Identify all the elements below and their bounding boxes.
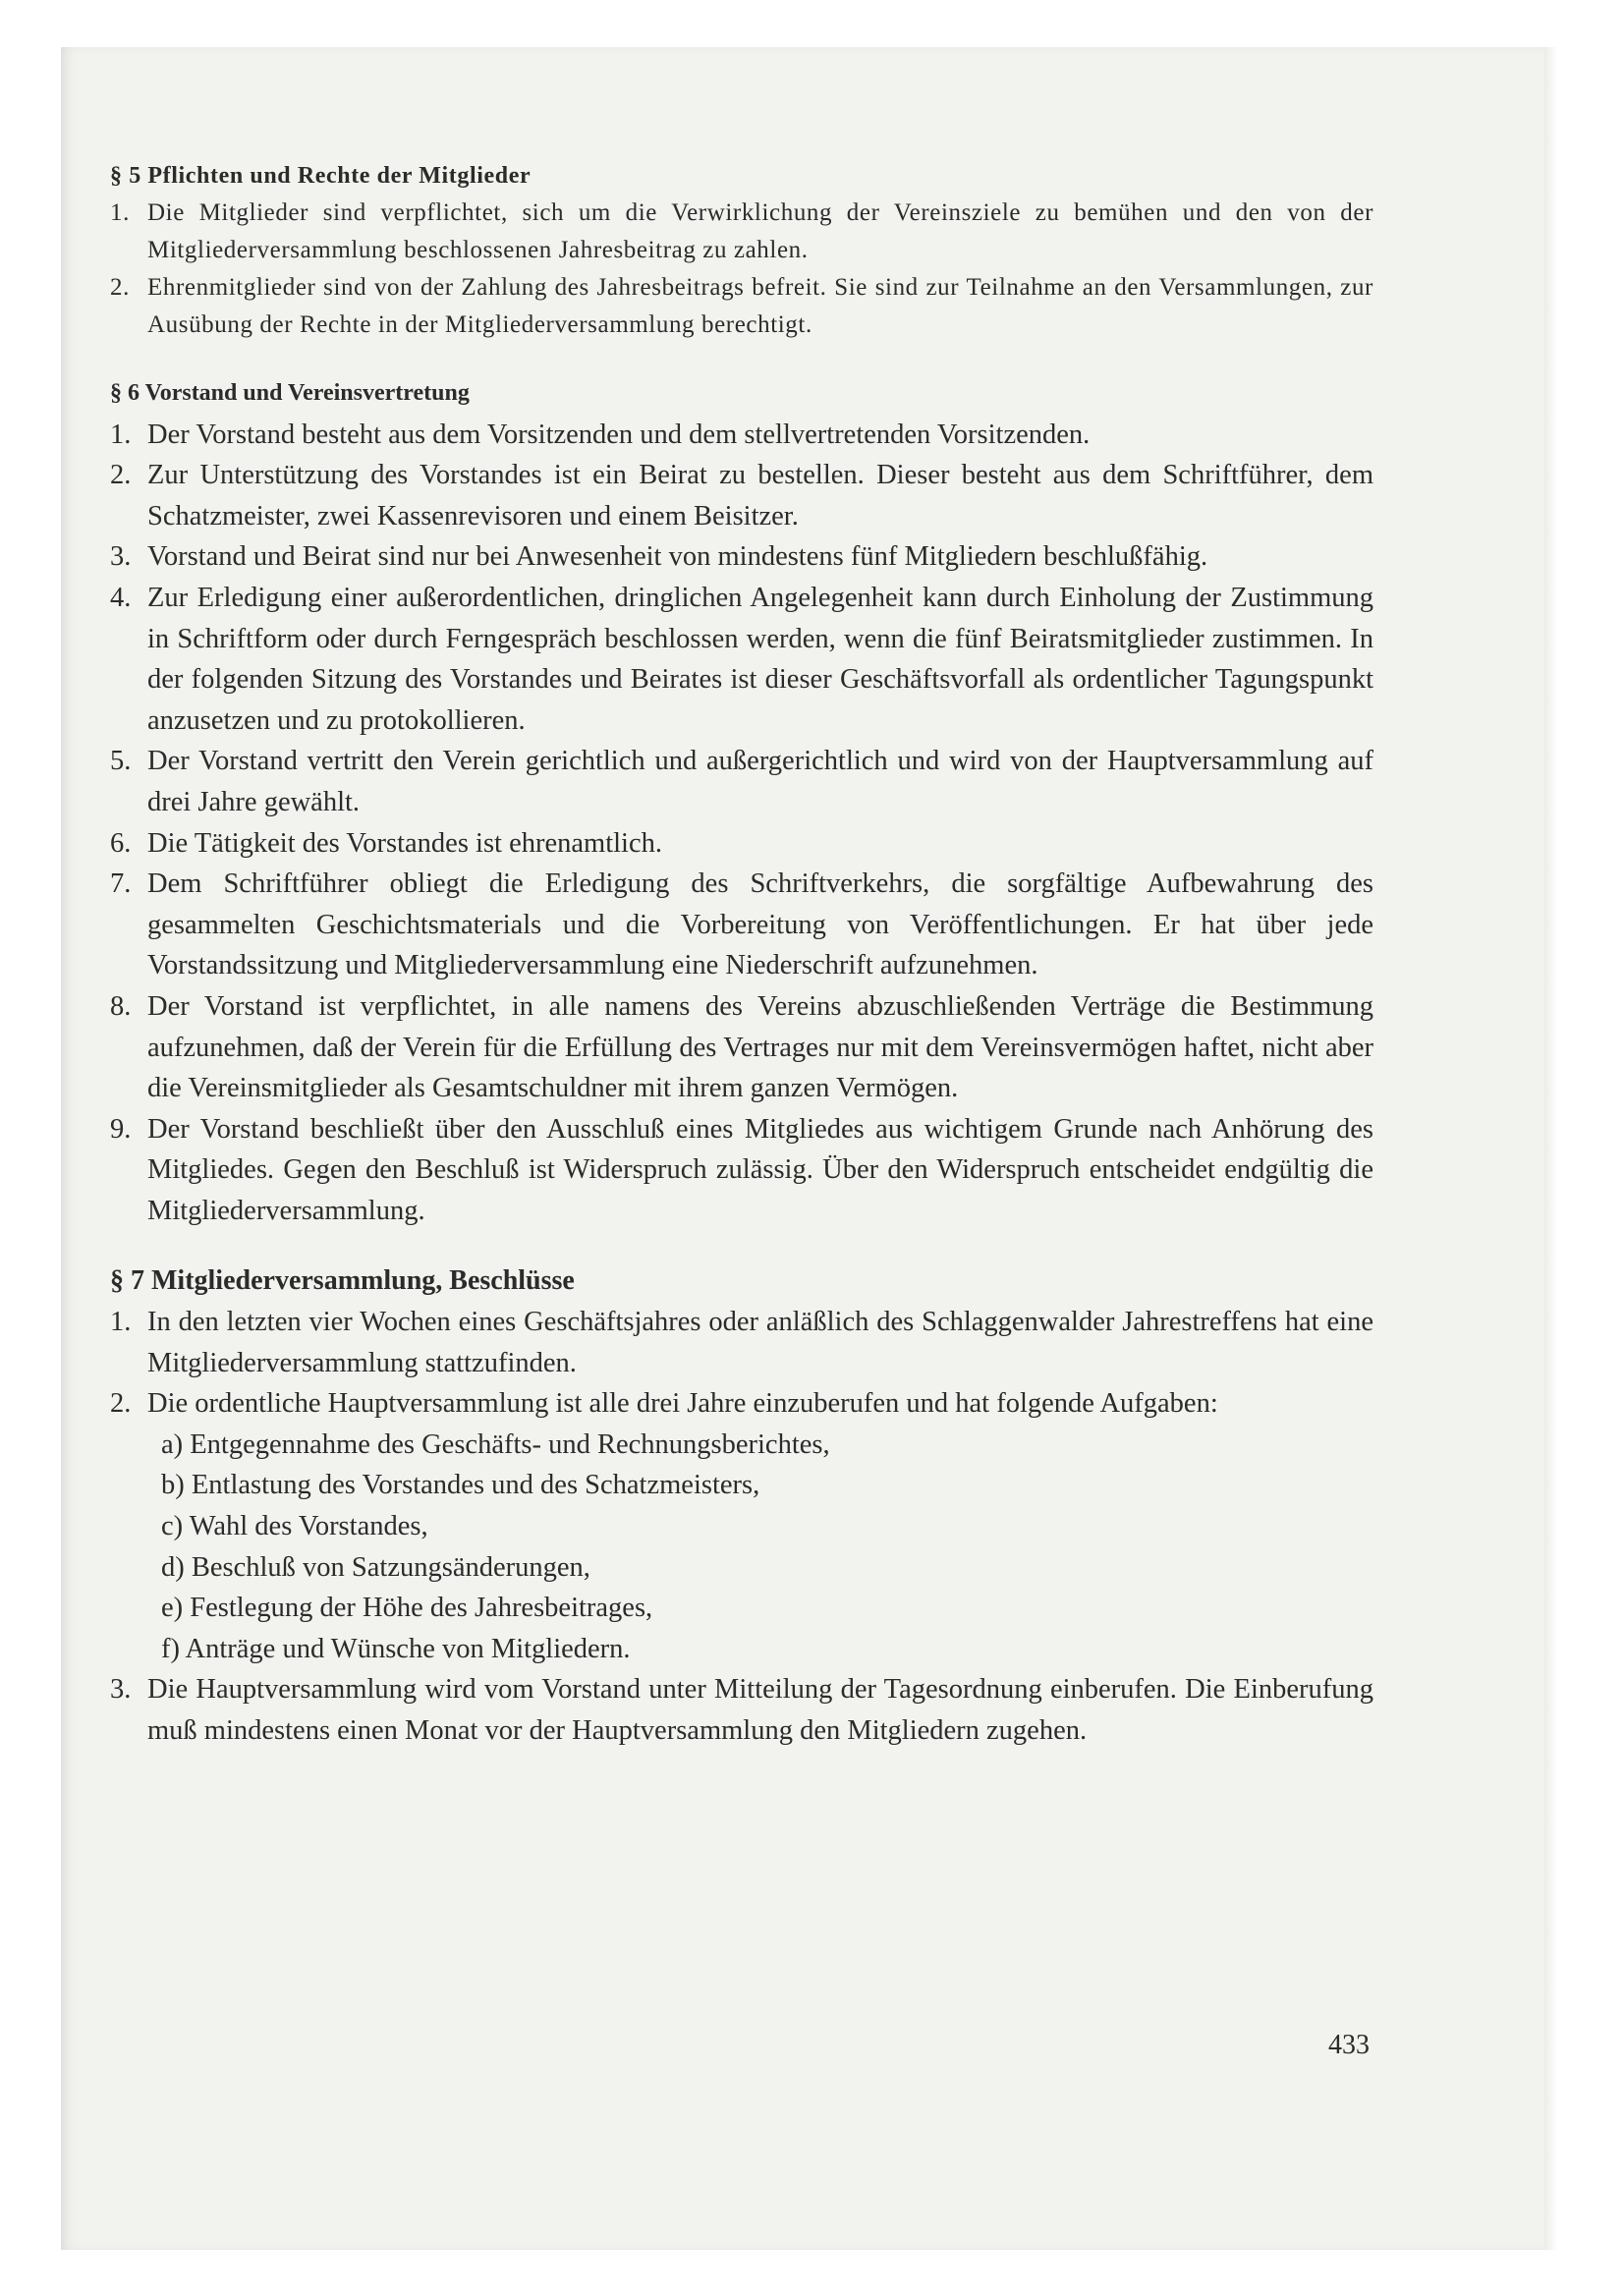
section-7 (110, 1260, 1373, 1751)
list-item (110, 741, 1373, 822)
item-number: 8. (110, 990, 132, 1022)
item-number: 2. (110, 1388, 132, 1420)
page-number: 433 (1328, 2030, 1370, 2060)
item-text: Der Vorstand ist verpflichtet, in alle namens des Vereins abzuschließenden Verträge die Bestimmung aufzunehmen, daß der Verein für die Erfüllung des Vertrages nur mit dem Vereinsvermögen haftet, nicht aber die Vereinsmitglieder als Gesamtschuldner mit ihrem ganzen Vermögen. (147, 990, 1373, 1104)
sub-list-item: d) Beschluß von Satzungsänderungen, (161, 1551, 590, 1583)
list-item (110, 195, 1373, 269)
item-text: In den letzten vier Wochen eines Geschäftsjahres oder anläßlich des Schlaggenwalder Jahrestreffens hat eine Mitgliederversammlung stattzufinden. (147, 1307, 1373, 1378)
page-edge (1544, 47, 1558, 2250)
item-number: 5. (110, 746, 132, 777)
item-text: Die Hauptversammlung wird vom Vorstand unter Mitteilung der Tagesordnung einberufen. Die Einberufung muß mindestens einen Monat vor der Hauptversammlung den Mitgliedern zugehen. (147, 1674, 1373, 1746)
item-number: 7. (110, 868, 132, 900)
document-body (110, 157, 1373, 1752)
item-number: 3. (110, 541, 132, 573)
item-text: Die Tätigkeit des Vorstandes ist ehrenamtlich. (147, 827, 662, 859)
sub-list-item: b) Entlastung des Vorstandes und des Schatzmeisters, (161, 1470, 760, 1501)
section-heading: § 6 Vorstand und Vereinsvertretung (110, 380, 470, 406)
list-item (110, 269, 1373, 344)
section-5 (110, 157, 1373, 344)
item-number: 3. (110, 1674, 132, 1706)
item-number: 6. (110, 827, 132, 859)
item-text: Der Vorstand vertritt den Verein gerichtlich und außergerichtlich und wird von der Hauptversammlung auf drei Jahre gewählt. (147, 746, 1373, 817)
item-text: Die Mitglieder sind verpflichtet, sich um die Verwirklichung der Vereinsziele zu bemühen und den von der Mitgliederversammlung beschlossenen Jahresbeitrag zu zahlen. (147, 199, 1373, 263)
list-item (110, 415, 1373, 456)
list-item (110, 1302, 1373, 1383)
item-text: Zur Erledigung einer außerordentlichen, dringlichen Angelegenheit kann durch Einholung der Zustimmung in Schriftform oder durch Ferngespräch beschlossen werden, wenn die fünf Beiratsmitglieder zustimmen. In der folgenden Sitzung des Vorstandes und Beirates ist dieser Geschäftsvorfall als ordentlicher Tagungspunkt anzusetzen und zu protokollieren. (147, 582, 1373, 736)
section-heading: § 5 Pflichten und Rechte der Mitglieder (110, 163, 532, 189)
item-text: Die ordentliche Hauptversammlung ist alle drei Jahre einzuberufen und hat folgende Aufgaben: (147, 1388, 1218, 1420)
section-6 (110, 373, 1373, 1231)
sub-list-item: f) Anträge und Wünsche von Mitgliedern. (161, 1633, 631, 1664)
sub-list-item: e) Festlegung der Höhe des Jahresbeitrages, (161, 1593, 653, 1624)
item-number: 9. (110, 1113, 132, 1145)
section-heading: § 7 Mitgliederversammlung, Beschlüsse (110, 1265, 575, 1297)
list-item (110, 536, 1373, 578)
item-number: 2. (110, 274, 130, 301)
list-item (110, 864, 1373, 986)
list-item (110, 455, 1373, 536)
item-text: Der Vorstand beschließt über den Ausschluß eines Mitgliedes aus wichtigem Grunde nach Anhörung des Mitgliedes. Gegen den Beschluß ist Widerspruch zulässig. Über den Widerspruch entscheidet endgültig die Mitgliederversammlung. (147, 1113, 1373, 1226)
list-item (110, 1669, 1373, 1751)
list-item (110, 823, 1373, 865)
item-text: Dem Schriftführer obliegt die Erledigung des Schriftverkehrs, die sorgfältige Aufbewahrung des gesammelten Geschichtsmaterials und die Vorbereitung von Veröffentlichungen. Er hat über jede Vorstandssitzung und Mitgliederversammlung eine Niederschrift aufzunehmen. (147, 868, 1373, 981)
item-number: 1. (110, 419, 132, 450)
list-item (110, 1383, 1373, 1425)
sub-list-item: a) Entgegennahme des Geschäfts- und Rechnungsberichtes, (161, 1428, 830, 1460)
item-number: 1. (110, 1307, 132, 1338)
list-item (110, 986, 1373, 1109)
list-item (110, 578, 1373, 741)
item-text: Zur Unterstützung des Vorstandes ist ein Beirat zu bestellen. Dieser besteht aus dem Schriftführer, dem Schatzmeister, zwei Kassenrevisoren und einem Beisitzer. (147, 460, 1373, 532)
item-number: 1. (110, 199, 130, 226)
item-number: 2. (110, 460, 132, 491)
item-text: Der Vorstand besteht aus dem Vorsitzenden und dem stellvertretenden Vorsitzenden. (147, 419, 1091, 450)
sub-list-item: c) Wahl des Vorstandes, (161, 1511, 428, 1542)
item-number: 4. (110, 582, 132, 613)
item-text: Ehrenmitglieder sind von der Zahlung des Jahresbeitrags befreit. Sie sind zur Teilnahme an den Versammlungen, zur Ausübung der Rechte in der Mitgliederversammlung berechtigt. (147, 274, 1373, 338)
list-item (110, 1109, 1373, 1232)
item-text: Vorstand und Beirat sind nur bei Anwesenheit von mindestens fünf Mitgliedern beschlußfähig. (147, 541, 1208, 573)
